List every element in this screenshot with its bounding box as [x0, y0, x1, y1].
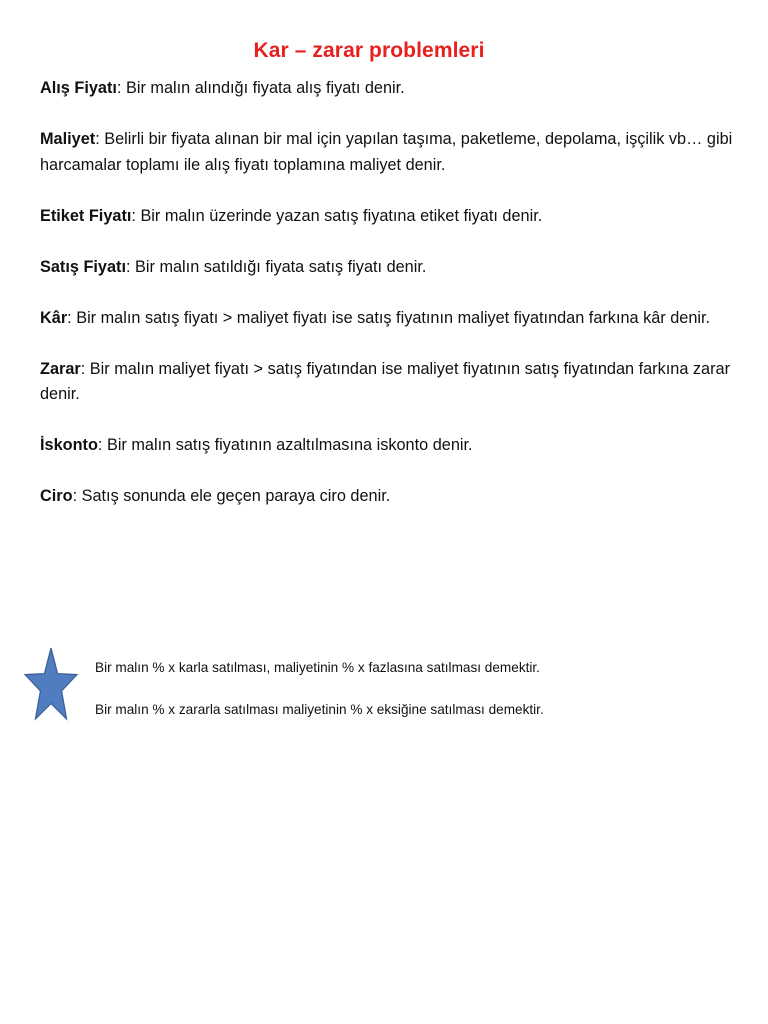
definition-iskonto [40, 433, 758, 459]
note-kar-percent: Bir malın % x karla satılması, maliyetinin % x fazlasına satılması demektir. [95, 660, 540, 675]
definition-text: : Bir malın satış fiyatı > maliyet fiyatı ise satış fiyatının maliyet fiyatından farkına kâr denir. [67, 308, 711, 327]
definition-term: Kâr [40, 308, 68, 327]
definition-zarar [40, 357, 758, 408]
star-icon [24, 646, 78, 722]
definition-text: : Bir malın üzerinde yazan satış fiyatına etiket fiyatı denir. [131, 206, 543, 225]
note-zarar-percent: Bir malın % x zararla satılması maliyetinin % x eksiğine satılması demektir. [95, 702, 544, 717]
definition-term: Satış Fiyatı [40, 257, 126, 276]
definition-text: : Bir malın maliyet fiyatı > satış fiyatından ise maliyet fiyatının satış fiyatından farkına zarar denir. [40, 359, 730, 403]
definition-kar [40, 306, 758, 332]
definition-maliyet [40, 127, 758, 178]
definition-etiket-fiyati [40, 204, 758, 230]
definition-text: : Bir malın satıldığı fiyata satış fiyatı denir. [125, 257, 427, 276]
definition-ciro [40, 484, 758, 510]
notes-callout [24, 646, 744, 726]
definitions-list [40, 76, 758, 535]
definition-text: : Belirli bir fiyata alınan bir mal için yapılan taşıma, paketleme, depolama, işçilik vb… gibi harcamalar toplamı ile alış fiyatı toplamına maliyet denir. [40, 130, 733, 174]
definition-term: Etiket Fiyatı [40, 206, 132, 225]
definition-term: Maliyet [40, 130, 96, 148]
definition-satis-fiyati [40, 255, 758, 281]
definition-term: Ciro [40, 487, 73, 505]
definition-text: : Bir malın satış fiyatının azaltılmasına iskonto denir. [97, 436, 473, 454]
page-title: Kar – zarar problemleri [253, 39, 485, 62]
definition-term: İskonto [40, 436, 98, 454]
definition-text: : Satış sonunda ele geçen paraya ciro denir. [72, 487, 391, 505]
definition-text: : Bir malın alındığı fiyata alış fiyatı denir. [116, 79, 405, 97]
notes-list [95, 658, 735, 742]
definition-alis-fiyati [40, 76, 758, 102]
definition-term: Alış Fiyatı [40, 79, 117, 97]
definition-term: Zarar [40, 359, 81, 378]
